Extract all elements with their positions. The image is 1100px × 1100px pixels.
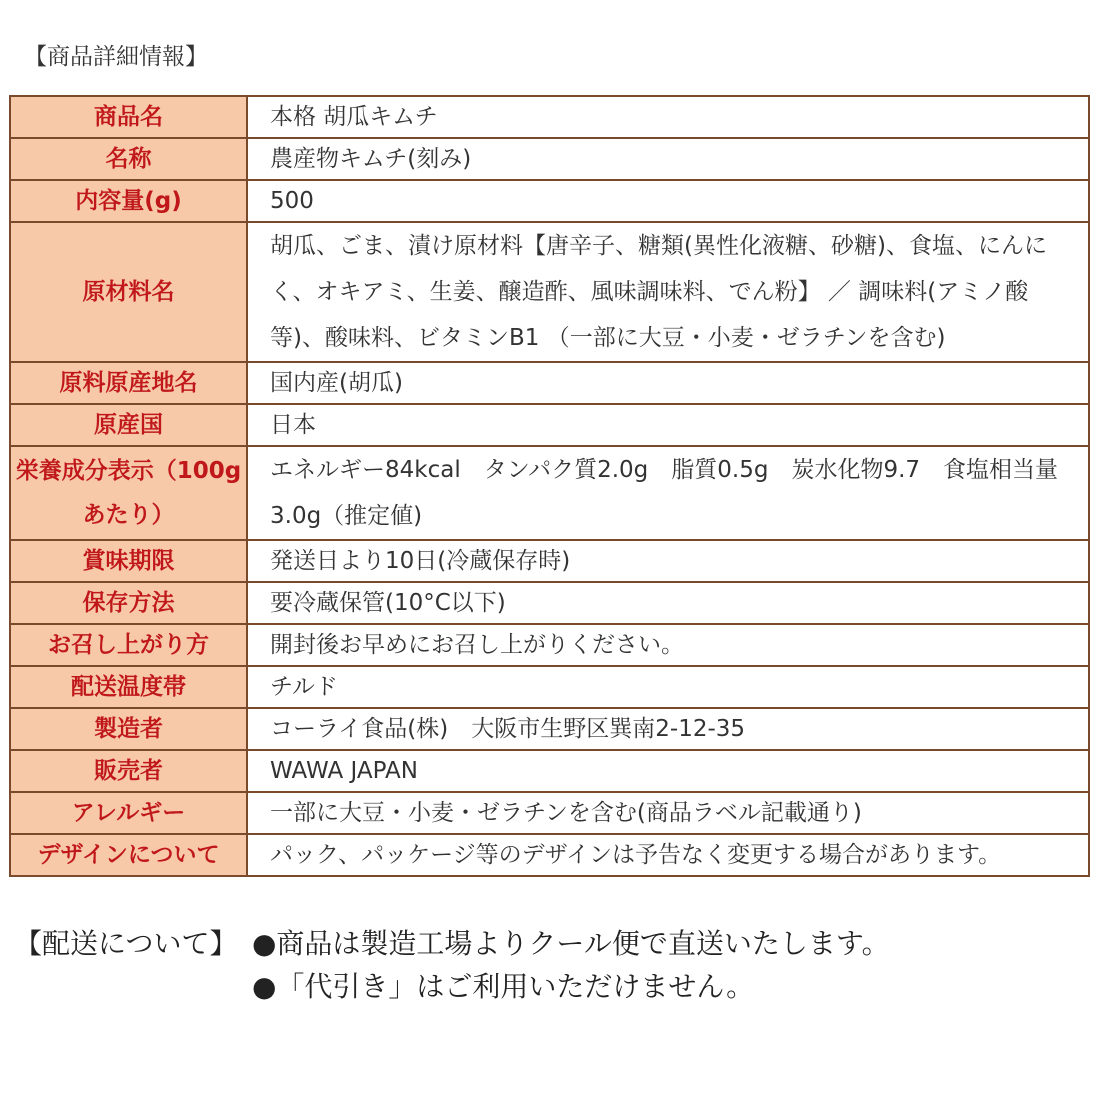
- row-value: 要冷蔵保管(10°C以下): [247, 582, 1089, 624]
- row-value: コーライ食品(株) 大阪市生野区巽南2-12-35: [247, 708, 1089, 750]
- row-value: WAWA JAPAN: [247, 750, 1089, 792]
- table-row: [10, 446, 1089, 540]
- row-label: デザインについて: [10, 834, 247, 876]
- table-row: [10, 362, 1089, 404]
- table-row: [10, 96, 1089, 138]
- row-value: パック、パッケージ等のデザインは予告なく変更する場合があります。: [247, 834, 1089, 876]
- shipping-info: [14, 922, 1074, 1008]
- shipping-row: [14, 965, 1074, 1008]
- shipping-label-spacer: [14, 965, 252, 1008]
- row-label: 商品名: [10, 96, 247, 138]
- table-row: [10, 750, 1089, 792]
- row-label: 内容量(g): [10, 180, 247, 222]
- table-row: [10, 834, 1089, 876]
- row-value: 発送日より10日(冷蔵保存時): [247, 540, 1089, 582]
- shipping-line: ●商品は製造工場よりクール便で直送いたします。: [252, 927, 890, 960]
- row-value: 一部に大豆・小麦・ゼラチンを含む(商品ラベル記載通り): [247, 792, 1089, 834]
- table-row: [10, 666, 1089, 708]
- product-details-table: [9, 95, 1090, 877]
- row-label: 販売者: [10, 750, 247, 792]
- row-label: 原産国: [10, 404, 247, 446]
- row-value: 胡瓜、ごま、漬け原材料【唐辛子、糖類(異性化液糖、砂糖)、食塩、にんにく、オキアミ、生姜、醸造酢、風味調味料、でん粉】 ／ 調味料(アミノ酸等)、酸味料、ビタミンB1 （一部に大豆・小麦・ゼラチンを含む): [247, 222, 1089, 362]
- shipping-line: ●「代引き」はご利用いただけません。: [252, 970, 755, 1003]
- table-row: [10, 138, 1089, 180]
- row-value: エネルギー84kcal タンパク質2.0g 脂質0.5g 炭水化物9.7 食塩相当量3.0g（推定値): [247, 446, 1089, 540]
- row-label: 栄養成分表示（100gあたり）: [10, 446, 247, 540]
- row-value: 国内産(胡瓜): [247, 362, 1089, 404]
- row-label: 原材料名: [10, 222, 247, 362]
- row-label: 製造者: [10, 708, 247, 750]
- row-value: 農産物キムチ(刻み): [247, 138, 1089, 180]
- table-row: [10, 222, 1089, 362]
- row-value: チルド: [247, 666, 1089, 708]
- table-row: [10, 708, 1089, 750]
- table-row: [10, 624, 1089, 666]
- row-value: 日本: [247, 404, 1089, 446]
- row-label: アレルギー: [10, 792, 247, 834]
- page-heading: 【商品詳細情報】: [24, 44, 208, 70]
- row-value: 本格 胡瓜キムチ: [247, 96, 1089, 138]
- row-label: お召し上がり方: [10, 624, 247, 666]
- row-label: 保存方法: [10, 582, 247, 624]
- shipping-label: 【配送について】: [14, 927, 238, 960]
- table-row: [10, 180, 1089, 222]
- row-label: 名称: [10, 138, 247, 180]
- table-row: [10, 404, 1089, 446]
- row-value: 開封後お早めにお召し上がりください。: [247, 624, 1089, 666]
- row-label: 原料原産地名: [10, 362, 247, 404]
- shipping-row: [14, 922, 1074, 965]
- table-row: [10, 540, 1089, 582]
- row-label: 配送温度帯: [10, 666, 247, 708]
- table-row: [10, 582, 1089, 624]
- row-label: 賞味期限: [10, 540, 247, 582]
- row-value: 500: [247, 180, 1089, 222]
- table-row: [10, 792, 1089, 834]
